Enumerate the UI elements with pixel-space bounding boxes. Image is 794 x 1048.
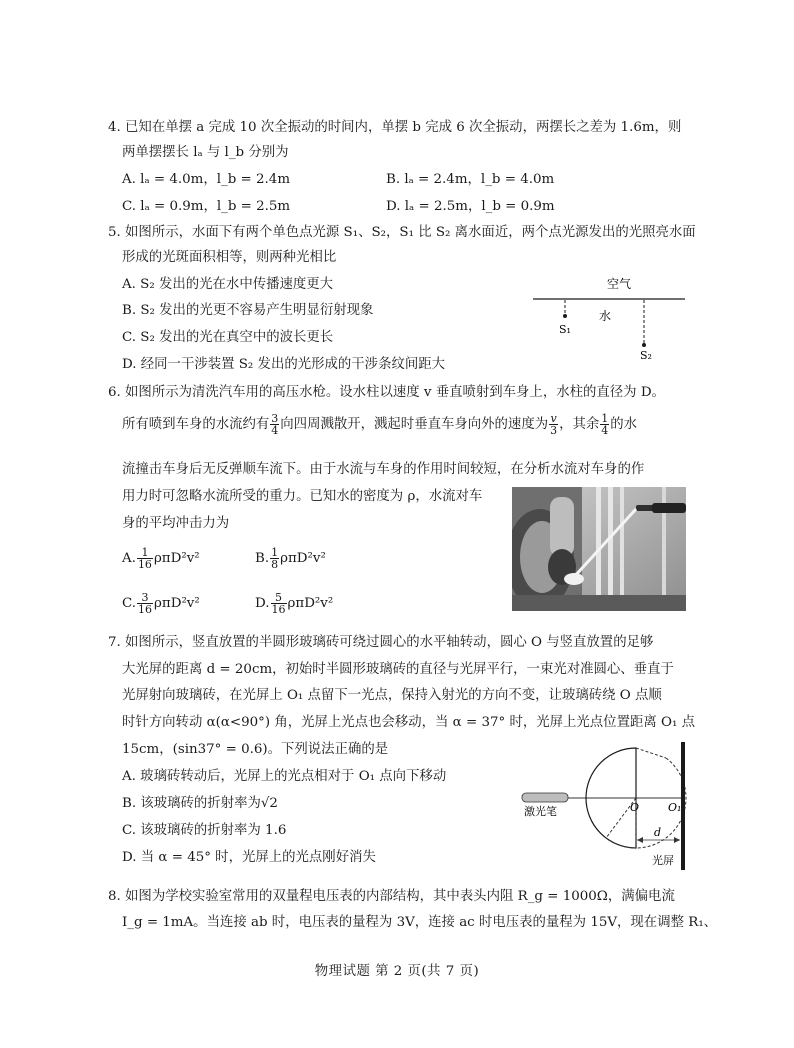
q4-stem-line1: 4. 已知在单摆 a 完成 10 次全振动的时间内，单摆 b 完成 6 次全振动，两摆长之差为 1.6m，则 <box>108 120 682 135</box>
q6-stem-line2: 所有喷到车身的水流约有 $\frac{3}{4}$ 向四周溅散开，溅起时垂直车身向外的速度为 $\frac{v}{3}$ ，其余 $\frac{1}{4}$ 的水 <box>122 412 638 437</box>
q4-option-a: A. lₐ = 4.0m，l_b = 2.4m <box>122 172 291 187</box>
laser-pen-label: 激光笔 <box>524 805 557 818</box>
q7-option-c: C. 该玻璃砖的折射率为 1.6 <box>122 823 287 838</box>
q5-option-d: D. 经同一干涉装置 S₂ 发出的光形成的干涉条纹间距大 <box>122 357 446 372</box>
fraction-three-quarters: $\frac{3}{4}$ <box>271 412 279 437</box>
q5-stem-line2: 形成的光斑面积相等，则两种光相比 <box>122 250 337 265</box>
q4-option-c: C. lₐ = 0.9m，l_b = 2.5m <box>122 199 291 214</box>
pressure-washer-photo <box>512 487 686 611</box>
q4-option-b: B. lₐ = 2.4m，l_b = 4.0m <box>386 172 555 187</box>
q8-stem-line2: I_g = 1mA。当连接 ab 时，电压表的量程为 3V，连接 ac 时电压表的量程为 15V，现在调整 R₁、 <box>122 915 718 930</box>
s2-point <box>642 343 646 347</box>
s2-label: S₂ <box>640 349 652 362</box>
water-label: 水 <box>599 309 612 323</box>
q6-option-d: D. $\frac{5}{16}$ ρπD²v² <box>255 591 334 616</box>
q7-stem-line3: 光屏射向玻璃砖，在光屏上 O₁ 点留下一光点，保持入射光的方向不变，让玻璃砖绕 O 点顺 <box>122 688 662 703</box>
q6-option-a: A. $\frac{1}{16}$ ρπD²v² <box>122 546 200 571</box>
q6-stem-line4: 用力时可忽略水流所受的重力。已知水的密度为 ρ，水流对车 <box>122 489 483 504</box>
center-o-label: O <box>630 801 640 814</box>
q6-option-c: C. $\frac{3}{16}$ ρπD²v² <box>122 591 200 616</box>
air-label: 空气 <box>607 277 632 291</box>
o1-label: O₁ <box>668 801 682 814</box>
q5-stem-line1: 5. 如图所示，水面下有两个单色点光源 S₁、S₂，S₁ 比 S₂ 离水面近，两个点光源发出的光照亮水面 <box>108 225 696 240</box>
laser-pen <box>522 793 568 802</box>
q7-stem-line5: 15cm，(sin37° = 0.6)。下列说法正确的是 <box>122 742 389 757</box>
q7-stem-line2: 大光屏的距离 d = 20cm，初始时半圆形玻璃砖的直径与光屏平行，一束光对准圆心、垂直于 <box>122 662 674 677</box>
q6-stem-line1: 6. 如图所示为清洗汽车用的高压水枪。设水柱以速度 v 垂直喷射到车身上，水柱的直径为 D。 <box>108 385 665 400</box>
q7-option-a: A. 玻璃砖转动后，光屏上的光点相对于 O₁ 点向下移动 <box>122 769 447 784</box>
q5-option-b: B. S₂ 发出的光更不容易产生明显衍射现象 <box>122 303 374 318</box>
s1-label: S₁ <box>559 323 571 336</box>
light-screen <box>681 742 685 870</box>
fraction-v-over-3: $\frac{v}{3}$ <box>550 412 558 437</box>
q7-stem-line4: 时针方向转动 α(α<90°) 角，光屏上光点也会移动，当 α = 37° 时，光屏上光点位置距离 O₁ 点 <box>122 715 695 730</box>
q7-option-b: B. 该玻璃砖的折射率为√2 <box>122 796 278 811</box>
q6-stem-line5: 身的平均冲击力为 <box>122 516 230 531</box>
q5-option-c: C. S₂ 发出的光在真空中的波长更长 <box>122 330 334 345</box>
q5-figure <box>525 272 695 364</box>
q6-stem-line3: 流撞击车身后无反弹顺车流下。由于水流与车身的作用时间较短，在分析水流对车身的作 <box>122 462 645 477</box>
q7-figure <box>518 738 694 874</box>
page-footer: 物理试题 第 2 页(共 7 页) <box>314 964 480 979</box>
q6-option-b: B. $\frac{1}{8}$ ρπD²v² <box>255 546 326 571</box>
fraction-one-quarter: $\frac{1}{4}$ <box>601 412 609 437</box>
q8-stem-line1: 8. 如图为学校实验室常用的双量程电压表的内部结构，其中表头内阻 R_g = 1000Ω，满偏电流 <box>108 889 675 904</box>
q7-stem-line1: 7. 如图所示，竖直放置的半圆形玻璃砖可绕过圆心的水平轴转动，圆心 O 与竖直放置的足够 <box>108 635 654 650</box>
screen-label: 光屏 <box>652 854 674 867</box>
q7-option-d: D. 当 α = 45° 时，光屏上的光点刚好消失 <box>122 850 376 865</box>
s1-point <box>563 314 567 318</box>
q5-option-a: A. S₂ 发出的光在水中传播速度更大 <box>122 277 334 292</box>
q4-option-d: D. lₐ = 2.5m，l_b = 0.9m <box>386 199 555 214</box>
d-label: d <box>654 826 662 839</box>
q4-stem-line2: 两单摆摆长 lₐ 与 l_b 分别为 <box>122 145 289 160</box>
